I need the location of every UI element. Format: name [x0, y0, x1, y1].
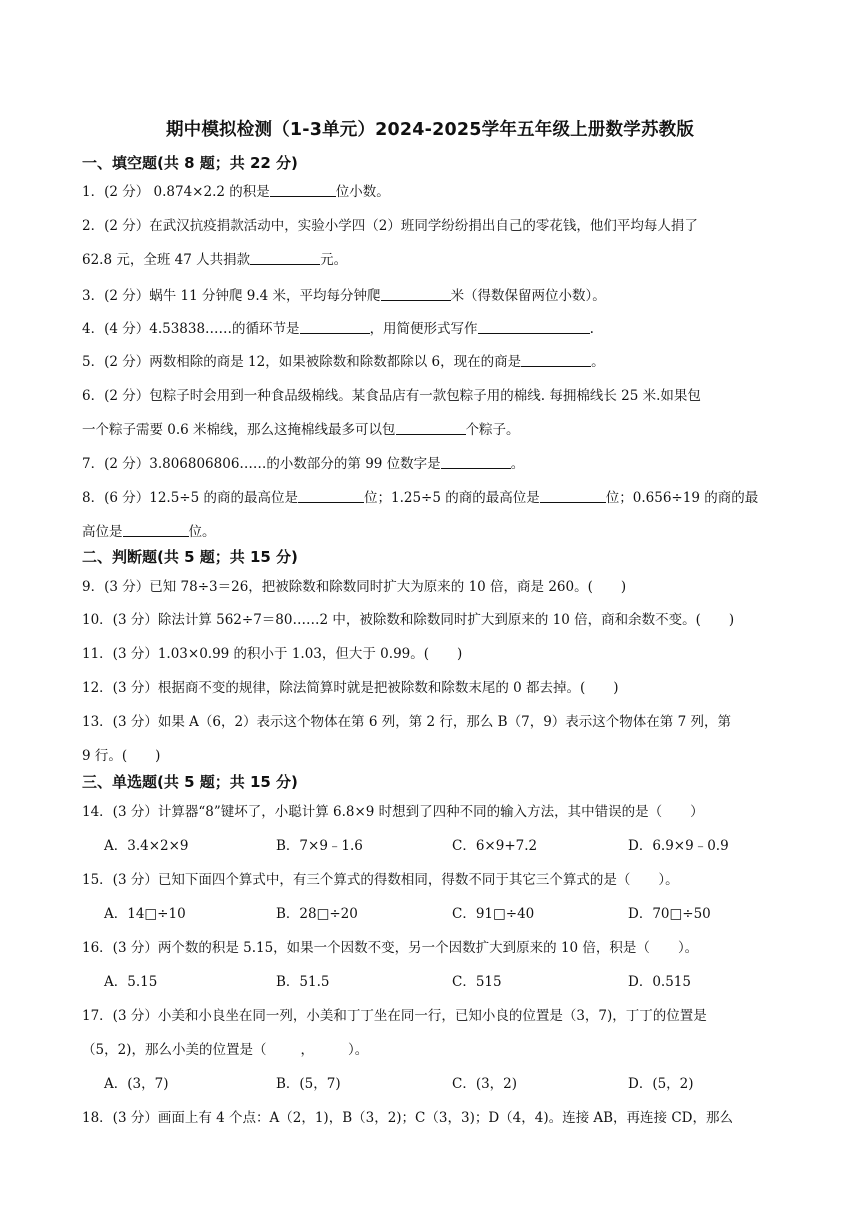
answer-blank[interactable]	[441, 456, 511, 469]
section-heading-true-false: 二、判断题(共 5 题；共 15 分)	[82, 548, 298, 566]
section-heading-single-choice: 三、单选题(共 5 题；共 15 分)	[82, 773, 298, 791]
question-1: 1．(2 分） 0.874×2.2 的积是 位小数。	[82, 184, 390, 200]
question-18-line-1: 18．(3 分）画面上有 4 个点：A（2，1)，B（3，2)；C（3，3)；D（4，4)。连接 AB，再连接 CD，那么	[82, 1110, 734, 1126]
question-5: 5．(2 分）两数相除的商是 12，如果被除数和除数都除以 6，现在的商是 。	[82, 354, 605, 370]
question-15: 15．(3 分）已知下面四个算式中，有三个算式的得数相同，得数不同于其它三个算式的是（ ）。	[82, 872, 679, 888]
option-b[interactable]: B．51.5	[276, 974, 330, 990]
question-3: 3．(2 分）蜗牛 11 分钟爬 9.4 米，平均每分钟爬 米（得数保留两位小数）。	[82, 288, 606, 304]
option-c[interactable]: C．(3，2)	[452, 1076, 518, 1092]
option-d[interactable]: D．6.9×9﹣0.9	[628, 838, 729, 854]
option-c[interactable]: C．6×9+7.2	[452, 838, 538, 854]
question-14: 14．(3 分）计算器“8”键坏了，小聪计算 6.8×9 时想到了四种不同的输入方法，其中错误的是（ ）	[82, 804, 704, 820]
answer-blank[interactable]	[381, 288, 451, 301]
question-17-line-1: 17．(3 分）小美和小良坐在同一列，小美和丁丁坐在同一行，已知小良的位置是（3，7)，丁丁的位置是	[82, 1008, 707, 1024]
question-8-line-2: 高位是 位。	[82, 524, 216, 540]
option-a[interactable]: A．(3，7)	[104, 1076, 169, 1092]
question-13-line-1: 13．(3 分）如果 A（6，2）表示这个物体在第 6 列，第 2 行，那么 B（7，9）表示这个物体在第 7 列，第	[82, 714, 731, 730]
option-a[interactable]: A．3.4×2×9	[104, 838, 189, 854]
question-7: 7．(2 分）3.806806806……的小数部分的第 99 位数字是 。	[82, 456, 525, 472]
option-c[interactable]: C．515	[452, 974, 502, 990]
answer-blank[interactable]	[300, 321, 370, 334]
option-b[interactable]: B．28□÷20	[276, 906, 358, 922]
section-heading-fill-in: 一、填空题(共 8 题；共 22 分)	[82, 154, 298, 172]
option-d[interactable]: D．(5，2)	[628, 1076, 694, 1092]
question-6-line-1: 6．(2 分）包粽子时会用到一种食品级棉线。某食品店有一款包粽子用的棉线. 每拥棉线长 25 米.如果包	[82, 388, 701, 404]
option-a[interactable]: A．14□÷10	[104, 906, 186, 922]
answer-blank[interactable]	[250, 252, 320, 265]
answer-blank[interactable]	[123, 524, 189, 537]
option-b[interactable]: B．7×9﹣1.6	[276, 838, 363, 854]
answer-blank[interactable]	[521, 354, 591, 367]
question-6-line-2: 一个粽子需要 0.6 米棉线，那么这掩棉线最多可以包 个粽子。	[82, 422, 520, 438]
question-12: 12．(3 分）根据商不变的规律，除法简算时就是把被除数和除数末尾的 0 都去掉。( )	[82, 680, 619, 696]
document-title: 期中模拟检测（1-3单元）2024-2025学年五年级上册数学苏教版	[165, 120, 695, 140]
question-10: 10．(3 分）除法计算 562÷7＝80……2 中，被除数和除数同时扩大到原来的 10 倍，商和余数不变。( )	[82, 612, 735, 628]
question-4: 4．(4 分）4.53838……的循环节是 ，用简便形式写作 .	[82, 321, 594, 337]
option-d[interactable]: D．70□÷50	[628, 906, 711, 922]
question-9: 9．(3 分）已知 78÷3＝26，把被除数和除数同时扩大为原来的 10 倍，商是 260。( )	[82, 579, 627, 595]
option-c[interactable]: C．91□÷40	[452, 906, 535, 922]
answer-blank[interactable]	[298, 490, 364, 503]
answer-blank[interactable]	[270, 184, 336, 197]
answer-blank[interactable]	[396, 422, 466, 435]
question-8-line-1: 8．(6 分）12.5÷5 的商的最高位是 位；1.25÷5 的商的最高位是 位；0.656÷19 的商的最	[82, 490, 759, 506]
question-2-line-2: 62.8 元，全班 47 人共捐款 元。	[82, 252, 348, 268]
question-16: 16．(3 分）两个数的积是 5.15，如果一个因数不变，另一个因数扩大到原来的 10 倍，积是（ ）。	[82, 940, 699, 956]
answer-blank[interactable]	[540, 490, 606, 503]
option-d[interactable]: D．0.515	[628, 974, 691, 990]
question-17-line-2: （5，2)，那么小美的位置是（ ， ）。	[82, 1042, 369, 1058]
question-2-line-1: 2．(2 分）在武汉抗疫捐款活动中，实验小学四（2）班同学纷纷捐出自己的零花钱，他们平均每人捐了	[82, 218, 698, 234]
question-11: 11．(3 分）1.03×0.99 的积小于 1.03，但大于 0.99。( )	[82, 646, 463, 662]
option-b[interactable]: B．(5，7)	[276, 1076, 341, 1092]
option-a[interactable]: A．5.15	[104, 974, 158, 990]
question-13-line-2: 9 行。( )	[82, 748, 161, 764]
answer-blank[interactable]	[478, 321, 590, 334]
